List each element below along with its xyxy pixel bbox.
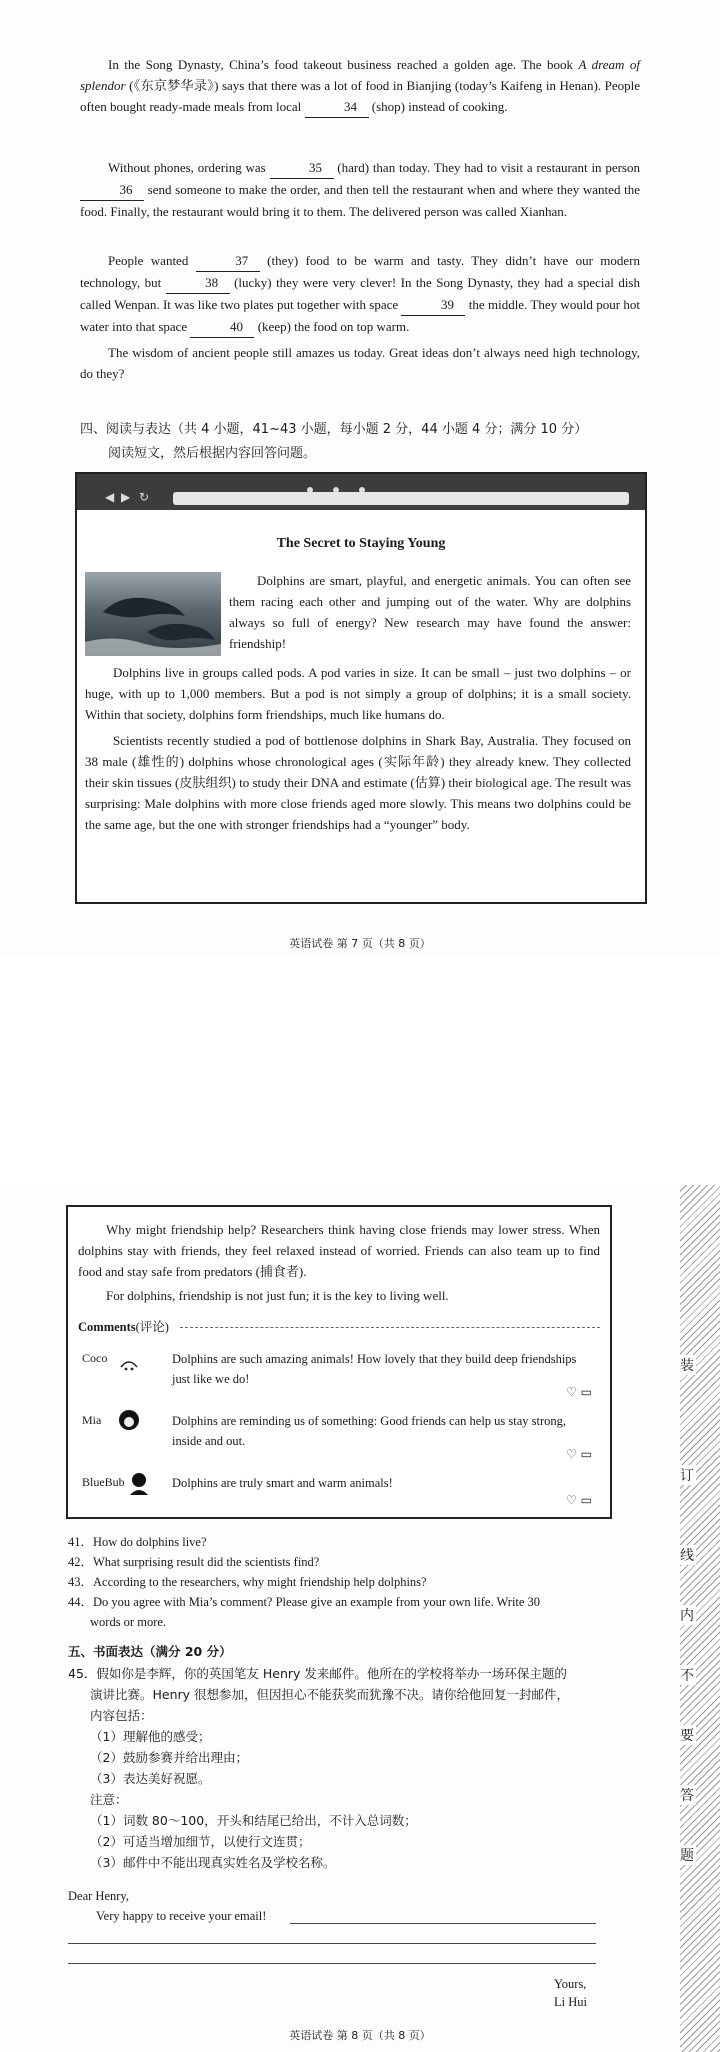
address-bar[interactable]	[173, 492, 629, 505]
article-continued-box	[66, 1205, 612, 1519]
article-paragraph-3: Scientists recently studied a pod of bottlenose dolphins in Shark Bay, Australia. They focused on 38 male (雄性的) dolphins whose chronological ages (实际年龄) they already knew. They collected their skin tissues (皮肤组织) to study their DNA and estimate (估算) their biological age. The result was surprising: Male dolphins with more close friends aged more slowly. This means two dolphins could be the same age, but the one with stronger friendships had a “younger” body.	[85, 733, 631, 832]
binding-char: 答	[678, 1785, 696, 1805]
comments-label: Comments	[78, 1320, 136, 1334]
blank-36[interactable]: 36	[80, 179, 144, 201]
dolphin-photo	[85, 572, 221, 656]
avatar	[118, 1409, 140, 1433]
commenter-name: Coco	[82, 1351, 108, 1365]
binding-char: 不	[678, 1665, 696, 1685]
cloze-paragraph-3	[80, 250, 640, 338]
comment-actions	[566, 1385, 592, 1399]
exam-page-8	[0, 1185, 720, 2052]
cloze-text: In the Song Dynasty, China’s food takeout business reached a golden age. The book	[108, 57, 579, 72]
writing-line[interactable]	[68, 1963, 596, 1964]
binding-char: 订	[678, 1465, 696, 1485]
reply-icon[interactable]: ▭	[580, 1385, 592, 1399]
task-line: 演讲比赛。Henry 很想参加，但因担心不能获奖而犹豫不决。请你给他回复一封邮件，	[90, 1687, 570, 1702]
page-gap	[0, 955, 720, 1185]
blank-37[interactable]: 37	[196, 250, 260, 272]
comment-text: Dolphins are such amazing animals! How lovely that they build deep friendships just like we do!	[172, 1352, 577, 1386]
book-title: A dream of splendor	[80, 57, 640, 93]
cloze-text: (hard) than today. They had to visit a restaurant in person	[333, 160, 640, 175]
blank-39[interactable]: 39	[401, 294, 465, 316]
cloze-text: (《东京梦华录》) says that there was a lot of food in Bianjing (today’s Kaifeng in Henan). People often bought ready-made meals from local	[80, 78, 640, 114]
task-line: 45．假如你是李辉，你的英国笔友 Henry 发来邮件。他所在的学校将举办一场环保主题的	[68, 1666, 567, 1681]
browser-toolbar	[77, 474, 645, 510]
cloze-text: Without phones, ordering was	[108, 160, 270, 175]
section-4-instruction: 阅读短文，然后根据内容回答问题。	[108, 446, 317, 461]
task-line: （1）词数 80～100，开头和结尾已给出，不计入总词数；	[90, 1813, 417, 1828]
cloze-paragraph-1	[80, 54, 640, 118]
forward-arrow-icon[interactable]: ▶	[121, 490, 131, 504]
cloze-text: People wanted	[108, 253, 196, 268]
task-line: （1）理解他的感受；	[90, 1729, 211, 1744]
page-8-footer: 英语试卷 第 8 页（共 8 页）	[289, 2029, 431, 2042]
commenter-name: BlueBub	[82, 1475, 125, 1489]
article-paragraph-4: Why might friendship help? Researchers think having close friends may lower stress. When dolphins stay with friends, they feel relaxed instead of worried. Friends can also team up to find food and stay safe from predators (捕食者).	[78, 1222, 600, 1279]
comments-label-cn: (评论)	[135, 1320, 169, 1334]
reply-icon[interactable]: ▭	[580, 1447, 592, 1461]
binding-char: 题	[678, 1845, 696, 1865]
question-41: 41．How do dolphins live?	[68, 1535, 207, 1549]
article-paragraph-5: For dolphins, friendship is not just fun; it is the key to living well.	[106, 1288, 449, 1303]
comment-item	[68, 1407, 610, 1465]
article-paragraph-2: Dolphins live in groups called pods. A pod varies in size. It can be small – just two dolphins – or huge, with up to 1,000 members. But a pod is not simply a group of dolphins; it is a small society. Within that society, dolphins form friendships, much like humans do.	[85, 665, 631, 722]
comment-text: Dolphins are reminding us of something: Good friends can help us stay strong, inside and out.	[172, 1414, 567, 1448]
task-line: （3）表达美好祝愿。	[90, 1771, 211, 1786]
heart-icon[interactable]: ♡	[566, 1493, 577, 1507]
letter-signature: Li Hui	[554, 1995, 587, 2009]
blank-40[interactable]: 40	[190, 316, 254, 338]
task-line: （2）鼓励参赛并给出理由；	[90, 1750, 248, 1765]
commenter-name: Mia	[82, 1413, 102, 1427]
comment-item	[68, 1345, 610, 1403]
cloze-text: (lucky) they were very clever! In the Song Dynasty, they had a special dish called Wenpan. It was like two plates put together with space	[80, 275, 640, 312]
comment-text: Dolphins are truly smart and warm animals!	[172, 1476, 393, 1490]
comment-actions	[566, 1447, 592, 1461]
blank-35[interactable]: 35	[270, 157, 334, 179]
section-5-title: 五、书面表达（满分 20 分）	[68, 1644, 232, 1659]
letter-opening: Very happy to receive your email!	[96, 1909, 267, 1923]
comments-divider	[180, 1327, 600, 1328]
reload-icon[interactable]: ↻	[139, 490, 150, 504]
question-42: 42．What surprising result did the scientists find?	[68, 1555, 320, 1569]
article-title: The Secret to Staying Young	[276, 536, 446, 551]
cloze-text: (shop) instead of cooking.	[368, 99, 508, 114]
article-browser-frame	[75, 472, 647, 904]
reply-icon[interactable]: ▭	[580, 1493, 592, 1507]
comment-actions	[566, 1493, 592, 1507]
section-4-title: 四、阅读与表达（共 4 小题，41~43 小题，每小题 2 分，44 小题 4 分；满分 10 分）	[80, 422, 588, 437]
blank-34[interactable]: 34	[305, 96, 369, 118]
exam-page-7	[0, 0, 720, 955]
binding-char: 装	[678, 1355, 696, 1375]
question-44-cont: words or more.	[90, 1615, 167, 1629]
cloze-text: send someone to make the order, and then tell the restaurant when and where they wanted the food. Finally, the restaurant would bring it to them. The delivered person was called Xianhan.	[80, 182, 640, 219]
page-7-footer: 英语试卷 第 7 页（共 8 页）	[289, 937, 431, 950]
binding-char: 要	[678, 1725, 696, 1745]
heart-icon[interactable]: ♡	[566, 1385, 577, 1399]
writing-line[interactable]	[290, 1923, 596, 1924]
binding-char: 内	[678, 1605, 696, 1625]
task-line: （2）可适当增加细节，以使行文连贯；	[90, 1834, 311, 1849]
avatar	[118, 1353, 140, 1377]
cloze-text: (they) food to be warm and tasty. They didn’t have our modern technology, but	[80, 253, 641, 290]
task-line: 注意：	[90, 1792, 128, 1807]
heart-icon[interactable]: ♡	[566, 1447, 577, 1461]
writing-line[interactable]	[68, 1943, 596, 1944]
back-arrow-icon[interactable]: ◀	[105, 490, 115, 504]
blank-38[interactable]: 38	[166, 272, 230, 294]
article-paragraph-1: Dolphins are smart, playful, and energetic animals. You can often see them racing each other and jumping out of the water. Why are dolphins always so full of energy? New research may have found the answer: friendship!	[229, 573, 631, 651]
cloze-text: the middle. They would pour hot water into that space	[80, 297, 640, 334]
letter-closing: Yours,	[554, 1977, 587, 1991]
letter-greeting: Dear Henry,	[68, 1889, 129, 1903]
cloze-paragraph-4: The wisdom of ancient people still amazes us today. Great ideas don’t always need high technology, do they?	[80, 345, 640, 381]
question-44: 44．Do you agree with Mia’s comment? Please give an example from your own life. Write 30	[68, 1595, 541, 1609]
comments-heading	[78, 1317, 169, 1335]
question-43: 43．According to the researchers, why might friendship help dolphins?	[68, 1575, 427, 1589]
task-line: 内容包括：	[90, 1708, 153, 1723]
cloze-text: (keep) the food on top warm.	[254, 319, 410, 334]
binding-char: 线	[678, 1545, 696, 1565]
avatar	[128, 1471, 150, 1495]
cloze-paragraph-2	[80, 157, 640, 222]
comment-item	[68, 1469, 610, 1513]
task-line: （3）邮件中不能出现真实姓名及学校名称。	[90, 1855, 336, 1870]
